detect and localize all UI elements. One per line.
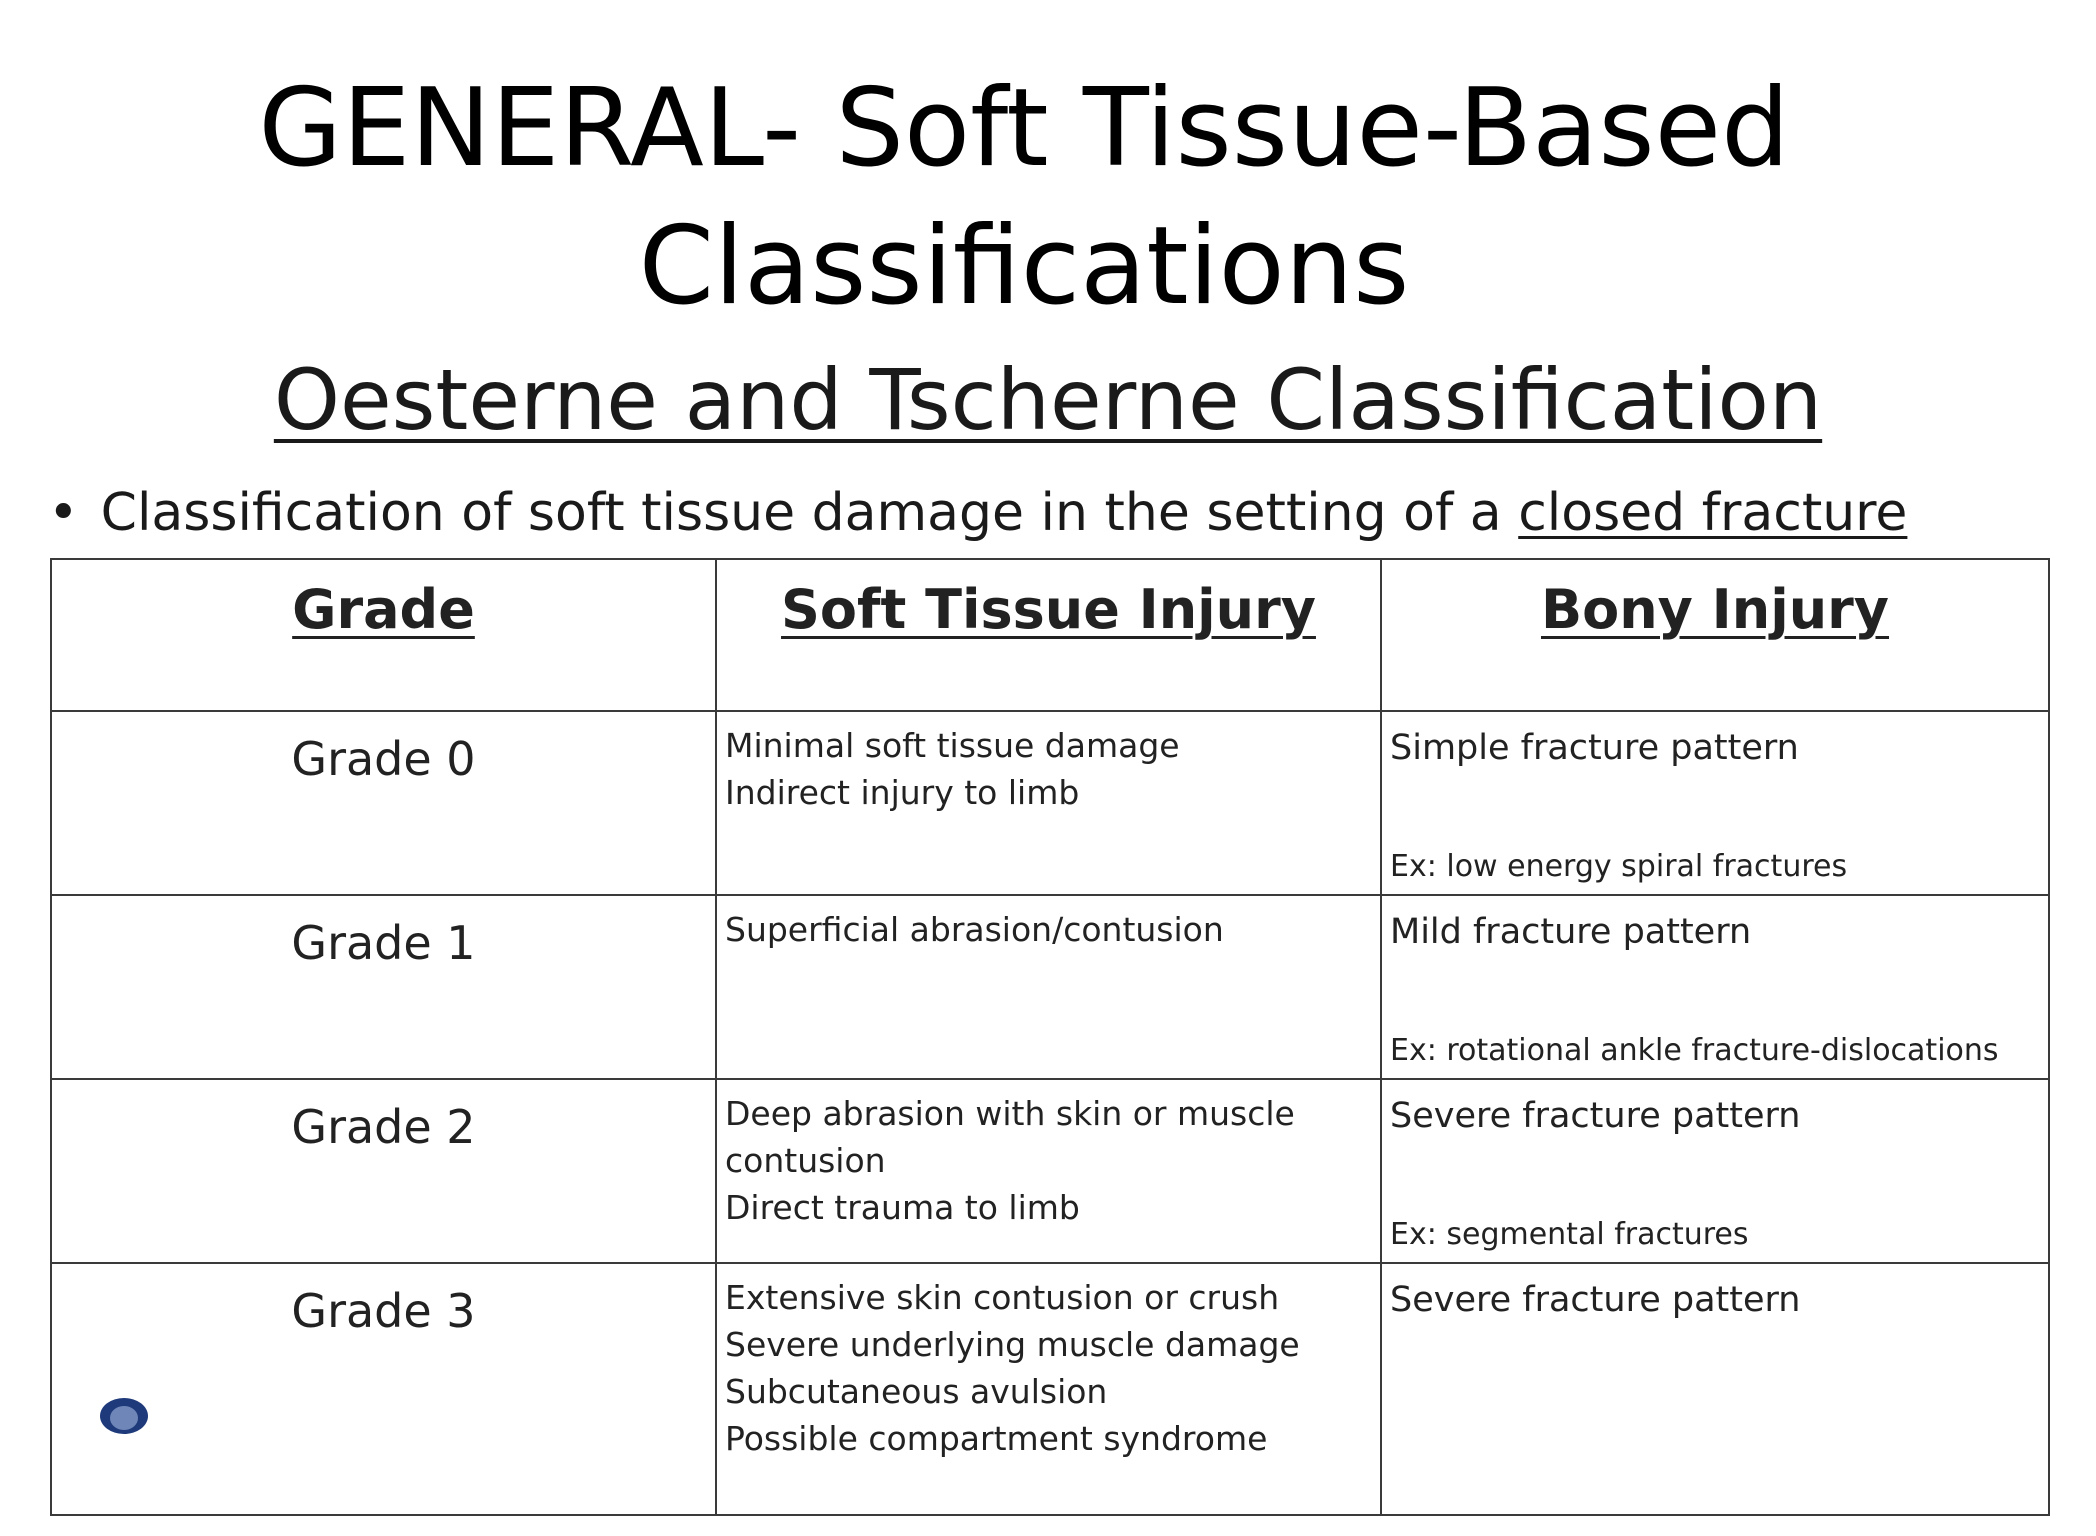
soft-tissue-line: Indirect injury to limb: [725, 773, 1080, 812]
slide-title-line-2: Classifications: [638, 204, 1410, 329]
bony-fracture-pattern: Mild fracture pattern: [1390, 912, 1752, 952]
grade-cell: Grade 0: [51, 711, 716, 895]
classification-subtitle: Oesterne and Tscherne Classification: [273, 351, 1823, 449]
bony-fracture-pattern: Severe fracture pattern: [1390, 1280, 1801, 1320]
bony-example: Ex: low energy spiral fractures: [1390, 849, 1848, 884]
bony-example: Ex: rotational ankle fracture-dislocations: [1390, 1033, 1999, 1068]
bony-fracture-pattern: Simple fracture pattern: [1390, 728, 1799, 768]
soft-tissue-cell: [716, 1079, 1381, 1263]
grade-cell: Grade 1: [51, 895, 716, 1079]
soft-tissue-line: Superficial abrasion/contusion: [725, 910, 1224, 949]
bony-example: Ex: segmental fractures: [1390, 1217, 1749, 1252]
classification-table-container: [50, 558, 2048, 1458]
grade-cell: Grade 3: [51, 1263, 716, 1515]
slide-title: [0, 60, 2048, 336]
logo-fragment-icon: [98, 1396, 150, 1410]
soft-tissue-line: Possible compartment syndrome: [725, 1419, 1268, 1458]
header-bony-injury: Bony Injury: [1381, 559, 2049, 711]
table-row: [51, 1079, 2049, 1263]
bony-injury-cell: [1381, 711, 2049, 895]
table-header-row: [51, 559, 2049, 711]
soft-tissue-line: Deep abrasion with skin or muscle contusion: [725, 1094, 1295, 1180]
bony-injury-cell: [1381, 1079, 2049, 1263]
header-soft-tissue-injury: Soft Tissue Injury: [716, 559, 1381, 711]
soft-tissue-line: Minimal soft tissue damage: [725, 726, 1180, 765]
table-row: [51, 711, 2049, 895]
table-row: [51, 1263, 2049, 1515]
soft-tissue-cell: [716, 711, 1381, 895]
bony-fracture-pattern: Severe fracture pattern: [1390, 1096, 1801, 1136]
bullet-point: [48, 478, 1948, 548]
slide-title-line-1: GENERAL- Soft Tissue-Based: [258, 66, 1790, 191]
table-row: [51, 895, 2049, 1079]
soft-tissue-cell: [716, 1263, 1381, 1515]
bony-injury-cell: [1381, 895, 2049, 1079]
classification-table: [50, 558, 2050, 1516]
grade-cell: Grade 2: [51, 1079, 716, 1263]
soft-tissue-line: Subcutaneous avulsion: [725, 1372, 1108, 1411]
soft-tissue-line: Extensive skin contusion or crush: [725, 1278, 1280, 1317]
soft-tissue-line: Direct trauma to limb: [725, 1188, 1080, 1227]
bullet-icon: •: [48, 483, 79, 543]
soft-tissue-line: Severe underlying muscle damage: [725, 1325, 1300, 1364]
bullet-text: Classification of soft tissue damage in the setting of a: [100, 483, 1519, 543]
bony-injury-cell: [1381, 1263, 2049, 1515]
bullet-underlined-text: closed fracture: [1518, 483, 1908, 543]
soft-tissue-cell: [716, 895, 1381, 1079]
header-grade: Grade: [51, 559, 716, 711]
